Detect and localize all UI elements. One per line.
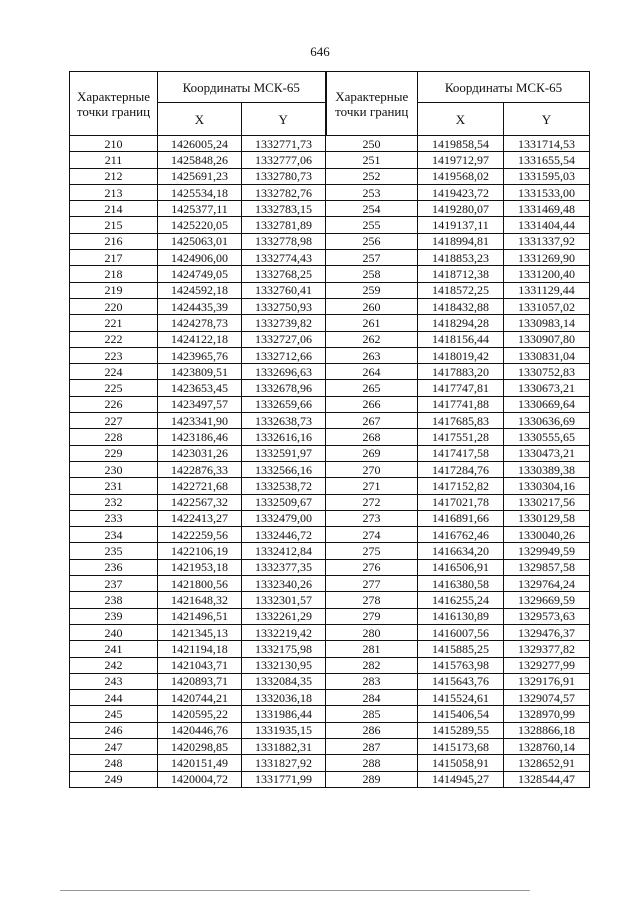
cell-x-left: 1421800,56 — [158, 576, 242, 592]
cell-x-left: 1421345,13 — [158, 624, 242, 640]
cell-y-left: 1332638,73 — [242, 413, 326, 429]
cell-y-left: 1332739,82 — [242, 315, 326, 331]
table-row — [70, 429, 590, 445]
cell-y-right: 1329074,57 — [504, 690, 590, 706]
table-row — [70, 706, 590, 722]
cell-y-left: 1332727,06 — [242, 331, 326, 347]
table-row — [70, 396, 590, 412]
table-row — [70, 136, 590, 152]
cell-point-left: 218 — [70, 266, 158, 282]
cell-point-right: 258 — [326, 266, 418, 282]
cell-point-left: 212 — [70, 168, 158, 184]
cell-x-right: 1416130,89 — [418, 608, 504, 624]
cell-y-right: 1331655,54 — [504, 152, 590, 168]
cell-x-left: 1420151,49 — [158, 755, 242, 771]
cell-point-left: 246 — [70, 722, 158, 738]
cell-point-right: 270 — [326, 461, 418, 477]
table-row — [70, 608, 590, 624]
page-bottom-line — [60, 890, 530, 891]
cell-y-left: 1332538,72 — [242, 478, 326, 494]
cell-point-right: 286 — [326, 722, 418, 738]
cell-point-right: 288 — [326, 755, 418, 771]
cell-y-left: 1332712,66 — [242, 347, 326, 363]
cell-x-left: 1420595,22 — [158, 706, 242, 722]
cell-x-left: 1425848,26 — [158, 152, 242, 168]
cell-y-right: 1331337,92 — [504, 233, 590, 249]
cell-x-right: 1417747,81 — [418, 380, 504, 396]
cell-point-left: 232 — [70, 494, 158, 510]
cell-y-right: 1331469,48 — [504, 201, 590, 217]
cell-y-right: 1330636,69 — [504, 413, 590, 429]
cell-y-right: 1331057,02 — [504, 298, 590, 314]
cell-x-left: 1422876,33 — [158, 461, 242, 477]
cell-y-left: 1332616,16 — [242, 429, 326, 445]
cell-point-left: 213 — [70, 184, 158, 200]
cell-y-right: 1330831,04 — [504, 347, 590, 363]
cell-x-right: 1414945,27 — [418, 771, 504, 787]
cell-x-right: 1415524,61 — [418, 690, 504, 706]
cell-x-left: 1422567,32 — [158, 494, 242, 510]
cell-y-left: 1332782,76 — [242, 184, 326, 200]
table-row — [70, 722, 590, 738]
cell-y-right: 1329176,91 — [504, 673, 590, 689]
cell-point-right: 287 — [326, 738, 418, 754]
table-row — [70, 657, 590, 673]
table-row — [70, 250, 590, 266]
cell-point-right: 260 — [326, 298, 418, 314]
cell-y-left: 1332781,89 — [242, 217, 326, 233]
cell-x-left: 1423031,26 — [158, 445, 242, 461]
cell-point-right: 281 — [326, 641, 418, 657]
cell-x-left: 1422259,56 — [158, 527, 242, 543]
cell-y-left: 1332760,41 — [242, 282, 326, 298]
cell-point-right: 272 — [326, 494, 418, 510]
cell-y-left: 1332219,42 — [242, 624, 326, 640]
cell-y-right: 1329573,63 — [504, 608, 590, 624]
cell-y-right: 1331269,90 — [504, 250, 590, 266]
table-row — [70, 771, 590, 787]
cell-point-left: 214 — [70, 201, 158, 217]
cell-x-left: 1426005,24 — [158, 136, 242, 152]
cell-point-left: 247 — [70, 738, 158, 754]
cell-x-left: 1424906,00 — [158, 250, 242, 266]
cell-y-right: 1329377,82 — [504, 641, 590, 657]
cell-x-left: 1420893,71 — [158, 673, 242, 689]
cell-y-left: 1332678,96 — [242, 380, 326, 396]
cell-y-right: 1330752,83 — [504, 364, 590, 380]
cell-x-left: 1423653,45 — [158, 380, 242, 396]
cell-point-left: 217 — [70, 250, 158, 266]
cell-x-right: 1417152,82 — [418, 478, 504, 494]
cell-y-left: 1332340,26 — [242, 576, 326, 592]
table-row — [70, 298, 590, 314]
cell-x-left: 1423341,90 — [158, 413, 242, 429]
cell-x-left: 1422413,27 — [158, 510, 242, 526]
cell-y-right: 1330389,38 — [504, 461, 590, 477]
table-row — [70, 510, 590, 526]
cell-x-right: 1416762,46 — [418, 527, 504, 543]
cell-x-left: 1420004,72 — [158, 771, 242, 787]
cell-point-right: 252 — [326, 168, 418, 184]
cell-x-left: 1422106,19 — [158, 543, 242, 559]
cell-point-left: 231 — [70, 478, 158, 494]
cell-y-right: 1328866,18 — [504, 722, 590, 738]
cell-point-left: 241 — [70, 641, 158, 657]
table-row — [70, 233, 590, 249]
cell-point-right: 271 — [326, 478, 418, 494]
cell-x-left: 1422721,68 — [158, 478, 242, 494]
table-row — [70, 755, 590, 771]
cell-point-right: 262 — [326, 331, 418, 347]
cell-point-left: 235 — [70, 543, 158, 559]
cell-point-right: 254 — [326, 201, 418, 217]
cell-y-left: 1332479,00 — [242, 510, 326, 526]
cell-point-right: 261 — [326, 315, 418, 331]
cell-x-left: 1424278,73 — [158, 315, 242, 331]
cell-x-right: 1419423,72 — [418, 184, 504, 200]
cell-point-left: 220 — [70, 298, 158, 314]
cell-point-right: 267 — [326, 413, 418, 429]
cell-point-right: 259 — [326, 282, 418, 298]
table-row — [70, 201, 590, 217]
header-point-right: Характерные точки границ — [326, 72, 418, 136]
table-row — [70, 478, 590, 494]
coordinates-table — [69, 71, 590, 788]
cell-x-left: 1420298,85 — [158, 738, 242, 754]
cell-y-right: 1328544,47 — [504, 771, 590, 787]
cell-point-right: 268 — [326, 429, 418, 445]
cell-point-right: 255 — [326, 217, 418, 233]
cell-point-left: 248 — [70, 755, 158, 771]
table-row — [70, 315, 590, 331]
table-row — [70, 624, 590, 640]
cell-x-right: 1416506,91 — [418, 559, 504, 575]
cell-point-left: 223 — [70, 347, 158, 363]
cell-y-left: 1332774,43 — [242, 250, 326, 266]
cell-point-left: 219 — [70, 282, 158, 298]
cell-y-left: 1332377,35 — [242, 559, 326, 575]
header-point-left: Характерные точки границ — [70, 72, 158, 136]
cell-y-right: 1328760,14 — [504, 738, 590, 754]
cell-x-right: 1419137,11 — [418, 217, 504, 233]
table-row — [70, 641, 590, 657]
cell-y-left: 1332412,84 — [242, 543, 326, 559]
cell-y-right: 1330907,80 — [504, 331, 590, 347]
cell-x-right: 1415763,98 — [418, 657, 504, 673]
cell-y-right: 1329476,37 — [504, 624, 590, 640]
cell-y-left: 1332175,98 — [242, 641, 326, 657]
cell-point-right: 269 — [326, 445, 418, 461]
header-row — [70, 72, 590, 103]
table-row — [70, 527, 590, 543]
cell-point-left: 216 — [70, 233, 158, 249]
cell-x-left: 1421496,51 — [158, 608, 242, 624]
cell-x-right: 1415173,68 — [418, 738, 504, 754]
table-row — [70, 282, 590, 298]
cell-x-right: 1417741,88 — [418, 396, 504, 412]
cell-point-left: 234 — [70, 527, 158, 543]
table-row — [70, 445, 590, 461]
table-row — [70, 364, 590, 380]
cell-point-left: 226 — [70, 396, 158, 412]
cell-x-left: 1425691,23 — [158, 168, 242, 184]
cell-point-right: 250 — [326, 136, 418, 152]
cell-point-right: 266 — [326, 396, 418, 412]
cell-y-left: 1331986,44 — [242, 706, 326, 722]
cell-x-right: 1416255,24 — [418, 592, 504, 608]
cell-point-right: 274 — [326, 527, 418, 543]
cell-x-left: 1425377,11 — [158, 201, 242, 217]
table-row — [70, 690, 590, 706]
cell-point-right: 276 — [326, 559, 418, 575]
cell-x-right: 1418432,88 — [418, 298, 504, 314]
cell-y-right: 1329277,99 — [504, 657, 590, 673]
cell-x-right: 1418294,28 — [418, 315, 504, 331]
cell-y-right: 1330040,26 — [504, 527, 590, 543]
cell-x-left: 1421648,32 — [158, 592, 242, 608]
cell-x-right: 1415406,54 — [418, 706, 504, 722]
cell-x-right: 1418572,25 — [418, 282, 504, 298]
cell-y-right: 1330304,16 — [504, 478, 590, 494]
cell-point-right: 263 — [326, 347, 418, 363]
cell-y-left: 1332130,95 — [242, 657, 326, 673]
table-row — [70, 380, 590, 396]
cell-point-left: 221 — [70, 315, 158, 331]
cell-y-right: 1329949,59 — [504, 543, 590, 559]
cell-y-right: 1330217,56 — [504, 494, 590, 510]
cell-x-left: 1423186,46 — [158, 429, 242, 445]
cell-x-right: 1417284,76 — [418, 461, 504, 477]
cell-point-left: 228 — [70, 429, 158, 445]
cell-point-left: 225 — [70, 380, 158, 396]
cell-y-right: 1329764,24 — [504, 576, 590, 592]
table-row — [70, 266, 590, 282]
cell-y-left: 1331771,99 — [242, 771, 326, 787]
cell-point-left: 211 — [70, 152, 158, 168]
cell-y-right: 1329669,59 — [504, 592, 590, 608]
cell-x-right: 1419858,54 — [418, 136, 504, 152]
table-row — [70, 592, 590, 608]
cell-point-left: 233 — [70, 510, 158, 526]
cell-x-right: 1415289,55 — [418, 722, 504, 738]
cell-x-right: 1418853,23 — [418, 250, 504, 266]
cell-x-right: 1419712,97 — [418, 152, 504, 168]
table-row — [70, 543, 590, 559]
cell-x-right: 1419568,02 — [418, 168, 504, 184]
cell-y-right: 1331200,40 — [504, 266, 590, 282]
cell-x-right: 1415643,76 — [418, 673, 504, 689]
cell-point-right: 253 — [326, 184, 418, 200]
cell-x-left: 1424749,05 — [158, 266, 242, 282]
cell-x-left: 1424435,39 — [158, 298, 242, 314]
cell-x-right: 1416380,58 — [418, 576, 504, 592]
cell-x-right: 1416891,66 — [418, 510, 504, 526]
cell-point-right: 283 — [326, 673, 418, 689]
cell-y-right: 1330473,21 — [504, 445, 590, 461]
cell-x-left: 1423809,51 — [158, 364, 242, 380]
cell-point-left: 245 — [70, 706, 158, 722]
cell-y-right: 1331533,00 — [504, 184, 590, 200]
cell-y-left: 1331935,15 — [242, 722, 326, 738]
cell-x-right: 1417021,78 — [418, 494, 504, 510]
cell-point-left: 229 — [70, 445, 158, 461]
cell-y-left: 1332777,06 — [242, 152, 326, 168]
cell-y-left: 1332509,67 — [242, 494, 326, 510]
table-row — [70, 461, 590, 477]
cell-y-right: 1331129,44 — [504, 282, 590, 298]
cell-point-left: 242 — [70, 657, 158, 673]
table-row — [70, 559, 590, 575]
cell-y-left: 1332036,18 — [242, 690, 326, 706]
cell-point-left: 238 — [70, 592, 158, 608]
cell-y-left: 1332301,57 — [242, 592, 326, 608]
cell-point-left: 222 — [70, 331, 158, 347]
cell-x-left: 1425063,01 — [158, 233, 242, 249]
cell-x-right: 1418712,38 — [418, 266, 504, 282]
cell-point-right: 265 — [326, 380, 418, 396]
cell-point-right: 284 — [326, 690, 418, 706]
cell-point-left: 210 — [70, 136, 158, 152]
cell-y-right: 1331404,44 — [504, 217, 590, 233]
cell-x-right: 1415885,25 — [418, 641, 504, 657]
cell-point-right: 278 — [326, 592, 418, 608]
cell-point-left: 243 — [70, 673, 158, 689]
cell-point-right: 256 — [326, 233, 418, 249]
cell-x-right: 1418994,81 — [418, 233, 504, 249]
cell-point-right: 264 — [326, 364, 418, 380]
cell-point-right: 282 — [326, 657, 418, 673]
table-row — [70, 413, 590, 429]
cell-x-right: 1415058,91 — [418, 755, 504, 771]
header-coords-left: Координаты МСК-65 — [158, 72, 326, 103]
cell-y-left: 1332768,25 — [242, 266, 326, 282]
header-coords-right: Координаты МСК-65 — [418, 72, 590, 103]
table-row — [70, 576, 590, 592]
table-row — [70, 168, 590, 184]
cell-point-right: 279 — [326, 608, 418, 624]
table-row — [70, 217, 590, 233]
cell-y-right: 1328970,99 — [504, 706, 590, 722]
cell-x-right: 1417685,83 — [418, 413, 504, 429]
cell-y-left: 1331882,31 — [242, 738, 326, 754]
cell-y-right: 1330129,58 — [504, 510, 590, 526]
cell-point-right: 251 — [326, 152, 418, 168]
cell-point-left: 240 — [70, 624, 158, 640]
cell-x-left: 1423965,76 — [158, 347, 242, 363]
header-x-left: X — [158, 103, 242, 136]
cell-y-left: 1332261,29 — [242, 608, 326, 624]
cell-y-left: 1332771,73 — [242, 136, 326, 152]
cell-x-right: 1416634,20 — [418, 543, 504, 559]
cell-y-right: 1330983,14 — [504, 315, 590, 331]
cell-y-left: 1332696,63 — [242, 364, 326, 380]
cell-point-right: 273 — [326, 510, 418, 526]
cell-point-left: 230 — [70, 461, 158, 477]
cell-point-right: 280 — [326, 624, 418, 640]
table-body — [70, 136, 590, 788]
cell-x-right: 1417551,28 — [418, 429, 504, 445]
cell-point-left: 244 — [70, 690, 158, 706]
cell-x-left: 1420744,21 — [158, 690, 242, 706]
cell-point-right: 285 — [326, 706, 418, 722]
cell-point-right: 289 — [326, 771, 418, 787]
table-row — [70, 738, 590, 754]
table-row — [70, 152, 590, 168]
cell-x-left: 1421194,18 — [158, 641, 242, 657]
cell-y-left: 1332750,93 — [242, 298, 326, 314]
page-number: 646 — [310, 44, 330, 59]
cell-y-right: 1329857,58 — [504, 559, 590, 575]
cell-point-right: 257 — [326, 250, 418, 266]
cell-y-right: 1331595,03 — [504, 168, 590, 184]
cell-point-left: 227 — [70, 413, 158, 429]
cell-point-right: 277 — [326, 576, 418, 592]
cell-x-left: 1420446,76 — [158, 722, 242, 738]
cell-y-left: 1332084,35 — [242, 673, 326, 689]
cell-x-right: 1417417,58 — [418, 445, 504, 461]
table-row — [70, 331, 590, 347]
cell-point-left: 249 — [70, 771, 158, 787]
cell-x-left: 1421043,71 — [158, 657, 242, 673]
cell-point-left: 224 — [70, 364, 158, 380]
cell-x-left: 1424122,18 — [158, 331, 242, 347]
cell-y-left: 1332780,73 — [242, 168, 326, 184]
cell-x-left: 1424592,18 — [158, 282, 242, 298]
cell-x-left: 1425534,18 — [158, 184, 242, 200]
table-row — [70, 184, 590, 200]
cell-point-right: 275 — [326, 543, 418, 559]
cell-x-right: 1417883,20 — [418, 364, 504, 380]
cell-y-left: 1332446,72 — [242, 527, 326, 543]
table-row — [70, 673, 590, 689]
cell-x-left: 1423497,57 — [158, 396, 242, 412]
cell-y-left: 1331827,92 — [242, 755, 326, 771]
header-y-right: Y — [504, 103, 590, 136]
cell-point-left: 215 — [70, 217, 158, 233]
cell-point-left: 237 — [70, 576, 158, 592]
cell-y-left: 1332659,66 — [242, 396, 326, 412]
cell-x-left: 1425220,05 — [158, 217, 242, 233]
table-row — [70, 347, 590, 363]
cell-y-left: 1332783,15 — [242, 201, 326, 217]
cell-y-right: 1330673,21 — [504, 380, 590, 396]
cell-y-right: 1331714,53 — [504, 136, 590, 152]
cell-x-left: 1421953,18 — [158, 559, 242, 575]
cell-y-left: 1332778,98 — [242, 233, 326, 249]
cell-x-right: 1416007,56 — [418, 624, 504, 640]
table-row — [70, 494, 590, 510]
cell-y-right: 1330555,65 — [504, 429, 590, 445]
cell-y-left: 1332591,97 — [242, 445, 326, 461]
cell-y-right: 1328652,91 — [504, 755, 590, 771]
header-x-right: X — [418, 103, 504, 136]
cell-y-left: 1332566,16 — [242, 461, 326, 477]
header-y-left: Y — [242, 103, 326, 136]
cell-y-right: 1330669,64 — [504, 396, 590, 412]
cell-x-right: 1418019,42 — [418, 347, 504, 363]
cell-x-right: 1418156,44 — [418, 331, 504, 347]
cell-point-left: 236 — [70, 559, 158, 575]
cell-point-left: 239 — [70, 608, 158, 624]
cell-x-right: 1419280,07 — [418, 201, 504, 217]
